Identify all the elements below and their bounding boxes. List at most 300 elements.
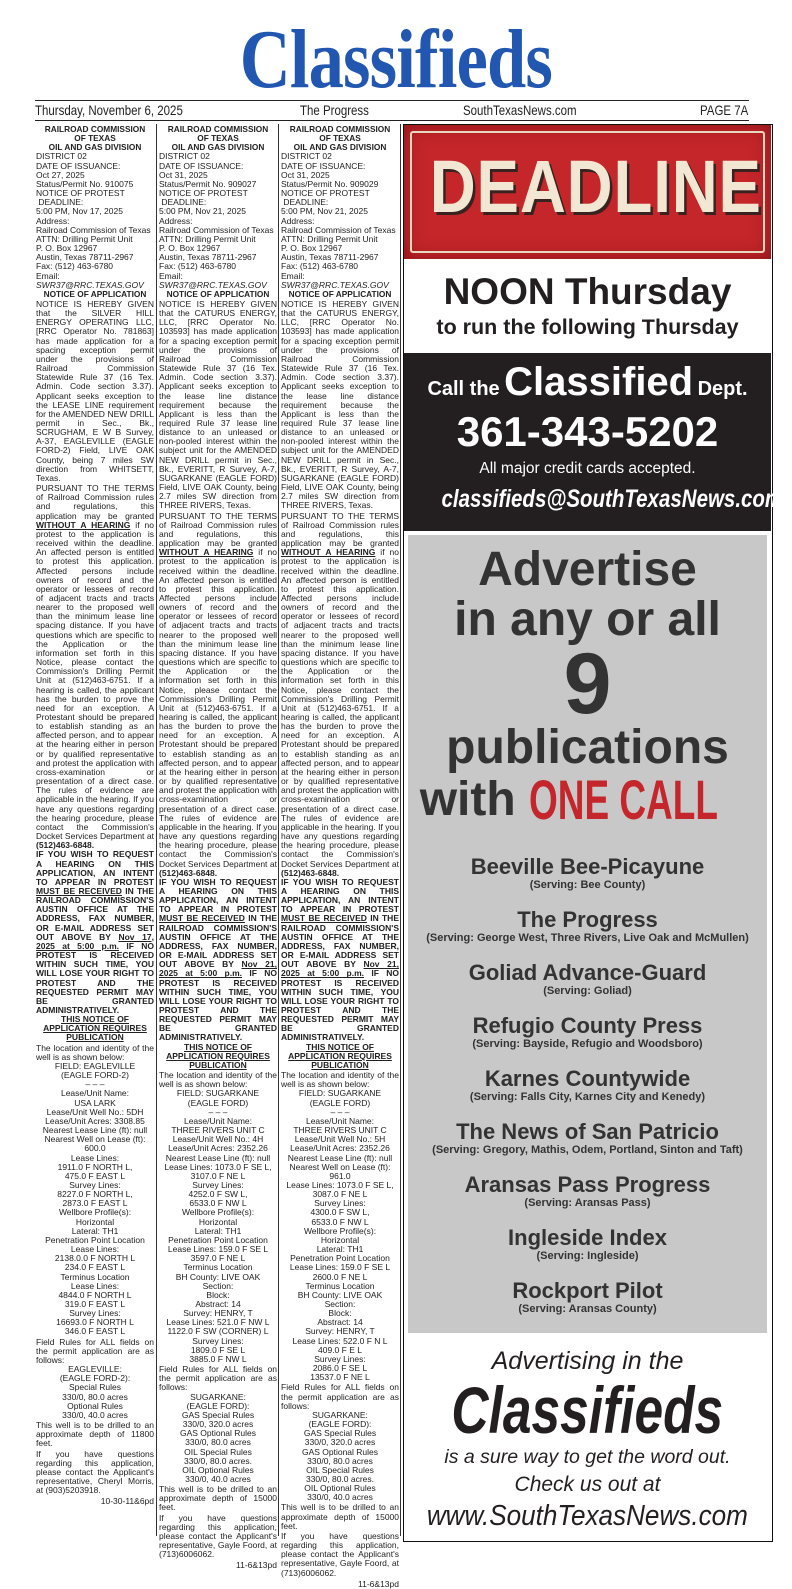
notice-line: EAGLEVILLE: (68, 1364, 122, 1375)
slogan-line-4: Check us out at (514, 1473, 661, 1496)
notice-line: DATE OF ISSUANCE: (159, 160, 244, 171)
notice-paragraph (159, 1561, 277, 1570)
notice-line: Survey Lines: (69, 1308, 121, 1319)
notice-line: 600.0 (84, 1143, 106, 1154)
notice-text: NOTICE IS HEREBY GIVEN that the SILVER HILL ENERGY OPERATING LLC, [RRC Operator No. 781863] has made application for a spacing exception permit under the provisions of Railroad Commission Statewide Rule 37 (16 Tex. Admin. Code section 3.37). Applicant seeks exception to the LEASE LINE requirement for the AMENDED NEW DRILL permit in Sec., Bk., SCRUGHAM, E W B Survey, A-37, EAGLEVILLE (EAGLE FORD-2) Field, LIVE OAK County, being 7 miles SW direction from WHITSETT, Texas. (36, 298, 154, 483)
email-text[interactable]: classifieds@SouthTexasNews.com (441, 485, 784, 513)
notice-paragraph (36, 484, 154, 850)
notice-paragraph (36, 850, 154, 1015)
call-post: Dept. (697, 378, 748, 400)
publication-serving: (Serving: Falls City, Karnes City and Kenedy) (469, 1091, 706, 1103)
notice-line: THIS NOTICE OF (184, 1041, 252, 1052)
notice-line: Section: (324, 1299, 356, 1309)
notice-line: Horizontal (75, 1216, 115, 1227)
notice-line: OIL AND GAS DIVISION (171, 142, 265, 153)
notice-line: Email: (159, 270, 183, 281)
notice-line: Horizontal (320, 1234, 360, 1245)
notice-line: DATE OF ISSUANCE: (281, 160, 366, 171)
notice-text: if no protest to the application is received within the deadline. An affected person is entitled to protest this application. Affected persons include owners of record and the operator or lessees of record of adjacent tracts and tracts nearer to the proposed well than the minimum lease line spacing distance. If you have questions which are specific to the Application or the information set forth in this Notice, please contact the Commission's Drilling Permit Unit at (512)463-6751. If a hearing is called, the applicant has the burden to prove the need for an exception. A Protestant should be prepared to establish standing as an affected person, and to appear at the hearing either in person or by qualified representative and protest the application with cross-examination or presentation of a direct case. The rules of evidence are applicable in the hearing. If you have any questions regarding the hearing procedure, please contact the Commission's Docket Services Department at (281, 547, 399, 869)
with-text: with (419, 773, 516, 826)
notice-line: SUGARKANE: (312, 1409, 368, 1420)
notice-line: Nearest Lease Line (ft): null (165, 1152, 271, 1163)
notice-line: 330/0, 80.0 acres. (305, 1473, 375, 1484)
notice-paragraph (281, 1071, 399, 1089)
notice-line: Section: (202, 1280, 234, 1291)
notice-line: Lateral: TH1 (194, 1225, 242, 1236)
notice-line: 2086.0 F SE L (312, 1363, 368, 1374)
notice-line: OF TEXAS (197, 133, 239, 144)
notice-line: 16693.0 F NORTH L (56, 1317, 134, 1328)
notice-paragraph (281, 1043, 399, 1070)
notice-line: THREE RIVERS UNIT C (293, 1125, 387, 1136)
notice-line: Wellbore Profile(s): (58, 1207, 132, 1218)
slogan-classifieds (404, 1373, 771, 1447)
notice-line: (EAGLE FORD) (309, 1097, 371, 1108)
notice-line: 1809.0 F SE L (190, 1344, 246, 1355)
notice-line: 319.0 F EAST L (64, 1299, 126, 1309)
notice-line: Terminus Location (60, 1271, 130, 1282)
notice-paragraph (159, 125, 277, 152)
notice-text: IF NO PROTEST IS RECEIVED WITHIN SUCH TIME, YOU WILL LOSE YOUR RIGHT TO PROTEST AND THE REQUESTED PERMIT MAY BE GRANTED ADMINISTRATIVELY. (36, 940, 154, 1015)
notice-line: Lease/Unit Well No.: 4H (172, 1134, 264, 1145)
notice-line: P. O. Box 12967 (281, 243, 343, 254)
notice-line: 3885.0 F NW L (189, 1353, 247, 1364)
notice-line: Email: (281, 270, 305, 281)
notice-line: Nearest Lease Line (ft): null (42, 1125, 148, 1136)
notice-line: 3087.0 F NE L (312, 1189, 368, 1200)
notice-line: – – – (85, 1079, 105, 1090)
notice-text: This well is to be drilled to an approximate depth of 15000 feet. (281, 1502, 399, 1531)
notice-line: Status/Permit No. 909029 (281, 178, 379, 189)
notice-text: Nov 21, 2025 at 5:00 p.m. (159, 959, 277, 979)
call-pre: Call the (427, 378, 500, 400)
notice-line: Lease Lines: 521.0 F NW L (166, 1317, 270, 1328)
notice-line: 3597.0 F NE L (190, 1253, 246, 1264)
notice-line: 1122.0 F SW (CORNER) L (167, 1326, 269, 1337)
notice-text: If you have questions regarding this application, please contact the Applicant's representative, Gayle Foord, at (713)6006062. (281, 1530, 399, 1578)
notice-line: FIELD: EAGLEVILLE (54, 1060, 136, 1071)
notice-paragraph (281, 125, 399, 152)
notice-line: ATTN: Drilling Permit Unit (36, 233, 133, 244)
notice-line: FIELD: SUGARKANE (176, 1088, 260, 1099)
notice-paragraph (159, 1043, 277, 1070)
notice-text: PURSUANT TO THE TERMS of Railroad Commission rules and regulations, this application may be granted (281, 510, 399, 549)
notice-paragraph (281, 290, 399, 299)
notice-paragraph (281, 1089, 399, 1382)
notice-paragraph (281, 1532, 399, 1578)
notice-line: Railroad Commission of Texas (281, 224, 396, 235)
notice-line: Lease Lines: (70, 1280, 120, 1291)
notice-text: if no protest to the application is received within the deadline. An affected person is entitled to protest this application. Affected persons include owners of record and the operator or lessees of record of adjacent tracts and tracts nearer to the proposed well than the minimum lease line spacing distance. If you have questions which are specific to the Application or the information set forth in this Notice, please contact the Commission's Drilling Permit Unit at (512)463-6751. If a hearing is called, the applicant has the burden to prove the need for an exception. A Protestant should be prepared to establish standing as an affected person, and to appear at the hearing either in person or by qualified representative and protest the application with cross-examination or presentation of a direct case. The rules of evidence are applicable in the hearing. If you have any questions regarding the hearing procedure, please contact the Commission's Docket Services Department at (159, 547, 277, 869)
notice-text: Nov 21, 2025 at 5:00 p.m. (281, 959, 399, 979)
notice-line: 4252.0 F SW L, (188, 1189, 248, 1200)
notice-line: RAILROAD COMMISSION (289, 124, 391, 134)
notice-line: Lease Lines: (70, 1152, 120, 1163)
notice-line: Wellbore Profile(s): (303, 1225, 377, 1236)
notice-line: 5:00 PM, Nov 17, 2025 (36, 206, 123, 217)
notice-line: 330/0, 40.0 acres (307, 1492, 373, 1503)
notice-line: Lease Lines: 1073.0 F SE L, (286, 1179, 394, 1190)
notice-line: 6533.0 F NW L (189, 1198, 247, 1209)
notice-line: Abstract: 14 (317, 1317, 363, 1328)
notice-line: Email: (36, 270, 60, 281)
notice-line: Austin, Texas 78711-2967 (159, 252, 257, 263)
notice-text: This well is to be drilled to an approximate depth of 11800 feet. (36, 1420, 154, 1449)
notice-line: 8227.0 F NORTH L, (57, 1189, 133, 1200)
notice-line: Survey Lines: (314, 1353, 366, 1364)
notice-line: BH County: LIVE OAK (297, 1289, 383, 1300)
notice-line: GAS Special Rules (181, 1409, 255, 1420)
header-rule-bottom (35, 120, 749, 121)
notice-line: THIS NOTICE OF (306, 1041, 374, 1052)
column-divider (278, 124, 279, 1536)
notice-text: If you have questions regarding this application, please contact the Applicant's representative, Gayle Foord, at (713)6006062. (159, 1512, 277, 1560)
notice-line: DEADLINE: (159, 197, 207, 208)
publication-name: Karnes Countywide (484, 1066, 691, 1091)
notice-text: WITHOUT A HEARING (281, 547, 376, 558)
notice-paragraph (36, 1497, 154, 1506)
notice-line: OIL AND GAS DIVISION (293, 142, 387, 153)
notice-line: Lease/Unit Name: (60, 1088, 130, 1099)
notice-line: Railroad Commission of Texas (159, 224, 274, 235)
notice-paragraph (281, 1580, 399, 1589)
publication-serving: (Serving: Bayside, Refugio and Woodsboro) (472, 1038, 703, 1050)
notice-line: Lease Lines: 522.0 F N L (292, 1335, 388, 1346)
notice-text: IF YOU WISH TO REQUEST A HEARING ON THIS APPLICATION, AN INTENT TO APPEAR IN PROTEST (281, 876, 399, 915)
publication-serving: (Serving: George West, Three Rivers, Live Oak and McMullen) (426, 932, 749, 944)
publication-serving: (Serving: Gregory, Mathis, Odem, Portland, Sinton and Taft) (432, 1144, 743, 1156)
publication-name: Ingleside Index (508, 1225, 667, 1250)
legal-notice-2 (159, 125, 277, 1571)
notice-text: (512)463-6848. (159, 867, 218, 878)
notice-paragraph (281, 1411, 399, 1503)
one-call-text: ONE CALL (529, 768, 718, 831)
notice-text: IF NO PROTEST IS RECEIVED WITHIN SUCH TIME, YOU WILL LOSE YOUR RIGHT TO PROTEST AND THE REQUESTED PERMIT MAY BE GRANTED ADMINISTRATIVELY. (159, 968, 277, 1043)
notice-line: OIL Special Rules (306, 1464, 374, 1475)
notice-line: OF TEXAS (74, 133, 116, 144)
notice-paragraph (281, 152, 399, 280)
publication-name: Goliad Advance-Guard (468, 960, 707, 985)
notice-paragraph (281, 300, 399, 511)
publication-name: The Progress (517, 907, 658, 932)
notice-line: NOTICE OF APPLICATION (166, 288, 270, 299)
notice-line: (EAGLE FORD-2): (59, 1373, 131, 1384)
notice-text: IN THE RAILROAD COMMISSION'S AUSTIN OFFICE AT THE ADDRESS, FAX NUMBER, OR E-MAIL ADDRESS SET OUT ABOVE BY (36, 885, 154, 942)
notice-line: Terminus Location (305, 1280, 375, 1291)
notice-line: PUBLICATION (311, 1059, 369, 1070)
notice-line: Lease/Unit Well No.: 5DH (46, 1106, 144, 1117)
notice-line: Lease Lines: 159.0 F SE L (289, 1262, 391, 1273)
notice-line: Nearest Well on Lease (ft): (289, 1161, 391, 1172)
notice-paragraph (36, 1450, 154, 1496)
notice-line: OIL Optional Rules (182, 1464, 254, 1475)
notice-line: Penetration Point Location (45, 1234, 145, 1245)
notice-line: Optional Rules (67, 1400, 123, 1411)
publication-name: Aransas Pass Progress (464, 1172, 711, 1197)
notice-paragraph (159, 152, 277, 280)
notice-line: 2873.0 F EAST L (62, 1198, 128, 1209)
notice-paragraph (159, 1514, 277, 1560)
notice-line: 10-30-11&6pd (100, 1496, 154, 1507)
notice-paragraph (159, 1485, 277, 1512)
notice-text: IF YOU WISH TO REQUEST A HEARING ON THIS APPLICATION, AN INTENT TO APPEAR IN PROTEST (159, 876, 277, 915)
publication-name: Refugio County Press (472, 1013, 703, 1038)
notice-line: 330/0, 80.0 acres (185, 1437, 251, 1448)
notice-paragraph (281, 878, 399, 1043)
notice-text: The location and identity of the well is as shown below: (36, 1042, 154, 1062)
notice-line: APPLICATION REQUIRES (43, 1023, 147, 1034)
slogan-line-1: Advertising in the (491, 1347, 684, 1375)
notice-line: Terminus Location (183, 1262, 253, 1273)
website-link[interactable] (404, 1499, 771, 1533)
notice-line: Fax: (512) 463-6780 (281, 261, 359, 272)
slogan-line-3: is a sure way to get the word out. (444, 1446, 731, 1468)
notice-line: Fax: (512) 463-6780 (159, 261, 237, 272)
notice-paragraph (159, 290, 277, 299)
notice-text: MUST BE RECEIVED (36, 885, 122, 896)
notice-line: Lease Lines: (70, 1244, 120, 1255)
notice-paragraph (159, 512, 277, 878)
publication-serving: (Serving: Bee County) (529, 879, 646, 891)
notice-line: NOTICE OF APPLICATION (288, 288, 392, 299)
notice-line: 330/0, 320.0 acres (304, 1437, 376, 1448)
publication-serving: (Serving: Aransas County) (518, 1303, 657, 1315)
notice-text: This well is to be drilled to an approximate depth of 15000 feet. (159, 1484, 277, 1513)
notice-paragraph (159, 300, 277, 511)
notice-line: 11-6&13pd (236, 1560, 277, 1571)
issue-date: Thursday, November 6, 2025 (35, 102, 183, 118)
publication-name: The News of San Patricio (456, 1119, 719, 1144)
credit-cards-text: All major credit cards accepted. (479, 460, 696, 477)
notice-line: Survey Lines: (69, 1179, 121, 1190)
notice-line: PUBLICATION (189, 1059, 247, 1070)
notice-line: – – – (208, 1106, 228, 1117)
publication-serving: (Serving: Aransas Pass) (524, 1197, 651, 1209)
notice-line: Austin, Texas 78711-2967 (281, 252, 379, 263)
notice-text: IF YOU WISH TO REQUEST A HEARING ON THIS APPLICATION, AN INTENT TO APPEAR IN PROTEST (36, 849, 154, 887)
notice-line: 961.0 (329, 1170, 351, 1181)
notice-paragraph (36, 1338, 154, 1365)
notice-paragraph (36, 300, 154, 483)
notice-line: 5:00 PM, Nov 21, 2025 (159, 206, 246, 217)
notice-line: Survey Lines: (192, 1179, 244, 1190)
notice-paragraph (36, 1365, 154, 1420)
notice-text: If you have questions regarding this application, please contact the Applicant's representative, Cheryl Morris, at (903)5203918. (36, 1448, 154, 1496)
notice-line: Nearest Well on Lease (ft): (44, 1134, 146, 1145)
notice-line: OIL Special Rules (184, 1446, 252, 1457)
publication-name: Beeville Bee-Picayune (470, 854, 705, 879)
notice-line: Penetration Point Location (168, 1234, 268, 1245)
notice-line: Oct 31, 2025 (159, 169, 208, 180)
notice-line: APPLICATION REQUIRES (288, 1050, 392, 1061)
notice-paragraph (36, 1015, 154, 1042)
notice-line: Nearest Lease Line (ft): null (287, 1152, 393, 1163)
notice-line: 4300.0 F SW L, (310, 1207, 370, 1218)
legal-notice-3 (281, 125, 399, 1589)
notice-line: 2600.0 F NE L (312, 1271, 368, 1282)
notice-line: Status/Permit No. 910075 (36, 178, 134, 189)
notice-line: 346.0 F EAST L (64, 1326, 126, 1337)
notice-line: 330/0, 320.0 acres (182, 1419, 254, 1430)
notice-line: ATTN: Drilling Permit Unit (281, 233, 378, 244)
notice-line: Lease Lines: 159.0 F SE L (167, 1244, 269, 1255)
notice-paragraph (36, 290, 154, 299)
notice-line: Oct 27, 2025 (36, 169, 85, 180)
notice-text: PURSUANT TO THE TERMS of Railroad Commission rules and regulations, this application may be granted (159, 510, 277, 549)
notice-line: DISTRICT 02 (36, 151, 87, 162)
notice-line: (EAGLE FORD): (186, 1400, 250, 1411)
masthead-title: Classifieds (239, 13, 553, 106)
notice-line: 1911.0 F NORTH L, (57, 1161, 133, 1172)
notice-text: MUST BE RECEIVED (281, 913, 367, 924)
notice-line: 330/0, 80.0 acres. (183, 1455, 253, 1466)
notice-paragraph (281, 1503, 399, 1530)
notice-line: Wellbore Profile(s): (181, 1207, 255, 1218)
notice-line: 330/0, 40.0 acres (185, 1473, 251, 1484)
notice-line: GAS Optional Rules (179, 1428, 257, 1439)
notice-paragraph (159, 1089, 277, 1364)
notice-line: BH County: LIVE OAK (175, 1271, 261, 1282)
deadline-sign (404, 125, 771, 259)
notice-line: Penetration Point Location (290, 1253, 390, 1264)
notice-paragraph (159, 1393, 277, 1485)
notice-line: DISTRICT 02 (281, 151, 332, 162)
notice-text: NOTICE IS HEREBY GIVEN that the CATURUS ENERGY, LLC, [RRC Operator No. 103593] has made application for a spacing exception permit under the provisions of Railroad Commission Statewide Rule 37 (16 Tex. Admin. Code section 3.37). Applicant seeks exception to the lease line distance requirement because the Applicant is less than the required Rule 37 lease line distance to an unleased or non-pooled interest within the subject unit for the AMENDED NEW DRILL permit in Sec., Bk., EVERITT, R Survey, A-7, SUGARKANE (EAGLE FORD) Field, LIVE OAK County, being 2.7 miles SW direction from THREE RIVERS, Texas. (281, 298, 399, 511)
notice-line: APPLICATION REQUIRES (166, 1050, 270, 1061)
notice-line: Lease/Unit Acres: 2352.26 (290, 1143, 390, 1154)
notice-line: RAILROAD COMMISSION (167, 124, 269, 134)
notice-text: WITHOUT A HEARING (159, 547, 254, 558)
publication-serving: (Serving: Ingleside) (536, 1250, 639, 1262)
notice-line: (EAGLE FORD): (308, 1419, 372, 1430)
dateline (35, 101, 749, 119)
notice-paragraph (36, 1062, 154, 1337)
notice-line: Abstract: 14 (195, 1299, 241, 1309)
notice-line: GAS Optional Rules (301, 1446, 379, 1457)
notice-line: NOTICE OF APPLICATION (43, 288, 147, 299)
notice-text: The location and identity of the well is as shown below: (281, 1070, 399, 1090)
notice-line: 11-6&13pd (358, 1578, 399, 1589)
one-call-line (408, 768, 767, 831)
notice-line: Railroad Commission of Texas (36, 224, 151, 235)
notice-line: DISTRICT 02 (159, 151, 210, 162)
notice-text: SWR37@RRC.TEXAS.GOV (281, 279, 389, 290)
notice-line: Lateral: TH1 (316, 1244, 364, 1255)
notice-line: Status/Permit No. 909027 (159, 178, 257, 189)
website-link-text[interactable]: www.SouthTexasNews.com (426, 1500, 749, 1532)
to-run-text: to run the following Thursday (436, 315, 739, 339)
notice-line: Address: (36, 215, 70, 226)
notice-line: Survey: HENRY, T (305, 1326, 375, 1337)
publication-count: 9 (563, 636, 612, 732)
call-line (404, 359, 771, 405)
notice-line: Block: (206, 1289, 230, 1300)
website[interactable]: SouthTexasNews.com (463, 102, 577, 118)
notice-line: Lease/Unit Acres: 3308.85 (45, 1115, 145, 1126)
call-main: Classified (504, 360, 694, 404)
legal-notice-1 (36, 125, 154, 1506)
notice-text: Field Rules for ALL fields on the permit application are as follows: (159, 1364, 277, 1393)
column-divider (156, 124, 157, 1536)
notice-line: Lease/Unit Acres: 2352.26 (168, 1143, 268, 1154)
notice-line: FIELD: SUGARKANE (298, 1088, 382, 1099)
notice-line: OIL AND GAS DIVISION (48, 142, 142, 153)
phone-number[interactable]: 361-343-5202 (456, 408, 719, 455)
page-number: PAGE 7A (700, 102, 749, 118)
notice-text: (512)463-6848. (36, 840, 95, 851)
publication-serving: (Serving: Goliad) (543, 985, 632, 997)
notice-line: THREE RIVERS UNIT C (171, 1125, 265, 1136)
notice-paragraph (159, 878, 277, 1043)
publications-panel (408, 535, 767, 1333)
notice-line: 330/0, 80.0 acres (307, 1455, 373, 1466)
notice-line: ATTN: Drilling Permit Unit (159, 233, 256, 244)
email-link[interactable] (404, 483, 784, 515)
notice-paragraph (36, 1421, 154, 1448)
notice-line: Address: (281, 215, 315, 226)
publication-name: Rockport Pilot (512, 1278, 663, 1303)
publications-heading: publications (446, 721, 729, 774)
notice-line: Special Rules (69, 1382, 121, 1393)
notice-line: DEADLINE: (36, 197, 84, 208)
notice-line: THIS NOTICE OF (61, 1014, 129, 1025)
notice-line: Fax: (512) 463-6780 (36, 261, 114, 272)
notice-line: 475.0 F EAST L (64, 1170, 126, 1181)
notice-line: Survey Lines: (192, 1335, 244, 1346)
notice-line: Lease Lines: 1073.0 F SE L, (164, 1161, 272, 1172)
notice-line: USA LARK (74, 1097, 116, 1108)
notice-line: NOTICE OF PROTEST (159, 188, 248, 199)
notice-line: OF TEXAS (319, 133, 361, 144)
notice-text: SWR37@RRC.TEXAS.GOV (159, 279, 267, 290)
notice-line: P. O. Box 12967 (36, 243, 98, 254)
notice-line: Survey Lines: (314, 1198, 366, 1209)
notice-text: PURSUANT TO THE TERMS of Railroad Commission rules and regulations, this application may be granted (36, 483, 154, 521)
notice-paragraph (281, 512, 399, 878)
notice-line: 330/0, 80.0 acres (62, 1391, 128, 1402)
notice-text: IF NO PROTEST IS RECEIVED WITHIN SUCH TIME, YOU WILL LOSE YOUR RIGHT TO PROTEST AND THE REQUESTED PERMIT MAY BE GRANTED ADMINISTRATIVELY. (281, 968, 399, 1043)
notice-text: The location and identity of the well is as shown below: (159, 1070, 277, 1090)
notice-line: 6533.0 F NW L (311, 1216, 369, 1227)
notice-line: OIL Optional Rules (304, 1483, 376, 1494)
slogan-classifieds-text: Classifieds (451, 1373, 724, 1447)
contact-panel (404, 353, 784, 531)
notice-line: DEADLINE: (281, 197, 329, 208)
noon-thursday: NOON Thursday (443, 271, 732, 312)
masthead (0, 13, 792, 106)
notice-line: P. O. Box 12967 (159, 243, 221, 254)
notice-line: (EAGLE FORD-2) (60, 1070, 129, 1081)
notice-line: (EAGLE FORD) (187, 1097, 249, 1108)
notice-line: Survey: HENRY, T (183, 1308, 253, 1319)
notice-line: NOTICE OF PROTEST (281, 188, 370, 199)
notice-line: 13537.0 F NE L (310, 1372, 370, 1383)
notice-line: PUBLICATION (66, 1032, 124, 1043)
notice-line: 3107.0 F NE L (190, 1170, 246, 1181)
notice-paragraph (281, 1383, 399, 1410)
notice-line: Oct 31, 2025 (281, 169, 330, 180)
notice-paragraph (36, 125, 154, 152)
notice-line: NOTICE OF PROTEST (36, 188, 125, 199)
notice-text: (512)463-6848. (281, 867, 340, 878)
notice-line: SUGARKANE: (190, 1391, 246, 1402)
notice-line: 330/0, 40.0 acres (62, 1409, 128, 1420)
notice-line: Lease/Unit Well No.: 5H (294, 1134, 386, 1145)
notice-paragraph (159, 1071, 277, 1089)
advertise-heading: Advertise (478, 543, 697, 596)
notice-line: Address: (159, 215, 193, 226)
notice-text: SWR37@RRC.TEXAS.GOV (36, 279, 144, 290)
